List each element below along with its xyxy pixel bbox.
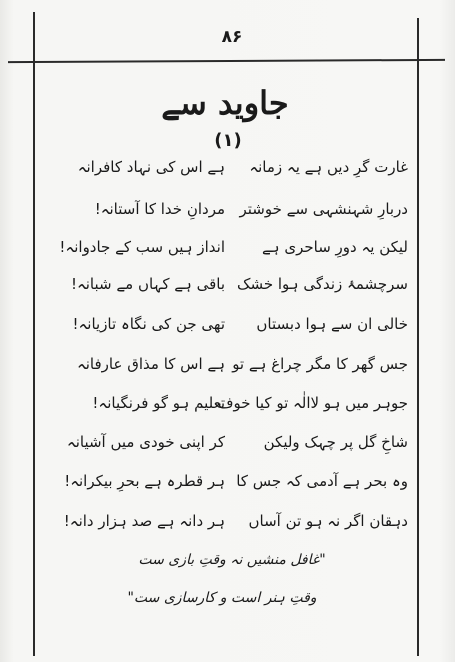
couplet-second-hemistich: تعلیم ہو گو فرنگیانہ! xyxy=(92,394,225,412)
couplet-second-hemistich: ہے اس کی نہاد کافرانہ xyxy=(77,158,225,176)
right-margin-rule xyxy=(417,18,419,656)
couplet-first-hemistich: جس گھر کا مگر چراغ ہے تو xyxy=(232,355,408,373)
closing-verse-line-2: وقتِ ہنر است و کارسازی ست" xyxy=(127,590,317,606)
couplet xyxy=(40,315,410,345)
couplet-first-hemistich: سرچشمۂ زندگی ہوا خشک xyxy=(237,275,408,293)
couplet xyxy=(40,158,410,188)
couplet-first-hemistich: غارت گرِ دیں ہے یہ زمانہ xyxy=(249,158,408,176)
closing-verse-line-1: "غافل منشیں نہ وقتِ بازی ست xyxy=(138,552,326,568)
couplet-first-hemistich: دربارِ شہنشہی سے خوشتر xyxy=(239,200,408,218)
couplet-first-hemistich: دہقان اگر نہ ہو تن آساں xyxy=(248,512,408,530)
couplet-second-hemistich: تھی جن کی نگاہ تازیانہ! xyxy=(72,315,225,333)
couplet-first-hemistich: خالی ان سے ہوا دبستاں xyxy=(256,315,408,333)
couplet-first-hemistich: جوہر میں ہو لاالٰہ تو کیا خوف xyxy=(217,394,408,412)
couplet xyxy=(40,433,410,463)
couplet-first-hemistich: لیکن یہ دورِ ساحری ہے xyxy=(261,238,408,256)
couplet-first-hemistich: وہ بحر ہے آدمی کہ جس کا xyxy=(236,472,408,490)
couplet-second-hemistich: ہر دانہ ہے صد ہزار دانہ! xyxy=(63,512,225,530)
couplet-second-hemistich: ہر قطرہ ہے بحرِ بیکرانہ! xyxy=(64,472,225,490)
poem-title: جاوید سے xyxy=(161,84,289,122)
couplet xyxy=(40,200,410,230)
couplet-second-hemistich: باقی ہے کہاں مے شبانہ! xyxy=(70,275,225,293)
couplet xyxy=(40,275,410,305)
couplet xyxy=(40,394,410,424)
left-margin-rule xyxy=(33,12,35,656)
header-rule xyxy=(8,59,445,63)
page-number: ۸۶ xyxy=(221,27,243,47)
couplet xyxy=(40,472,410,502)
section-number: (۱) xyxy=(214,130,242,151)
couplet-second-hemistich: انداز ہیں سب کے جادوانہ! xyxy=(59,238,225,256)
couplet-second-hemistich: مردانِ خدا کا آستانہ! xyxy=(94,200,225,218)
couplet-second-hemistich: کر اپنی خودی میں آشیانہ xyxy=(66,433,225,451)
couplet-first-hemistich: شاخِ گل پر چہک ولیکن xyxy=(263,433,408,451)
couplet-second-hemistich: ہے اس کا مذاق عارفانہ xyxy=(76,355,225,373)
couplet xyxy=(40,512,410,542)
couplet xyxy=(40,238,410,268)
couplet xyxy=(40,355,410,385)
